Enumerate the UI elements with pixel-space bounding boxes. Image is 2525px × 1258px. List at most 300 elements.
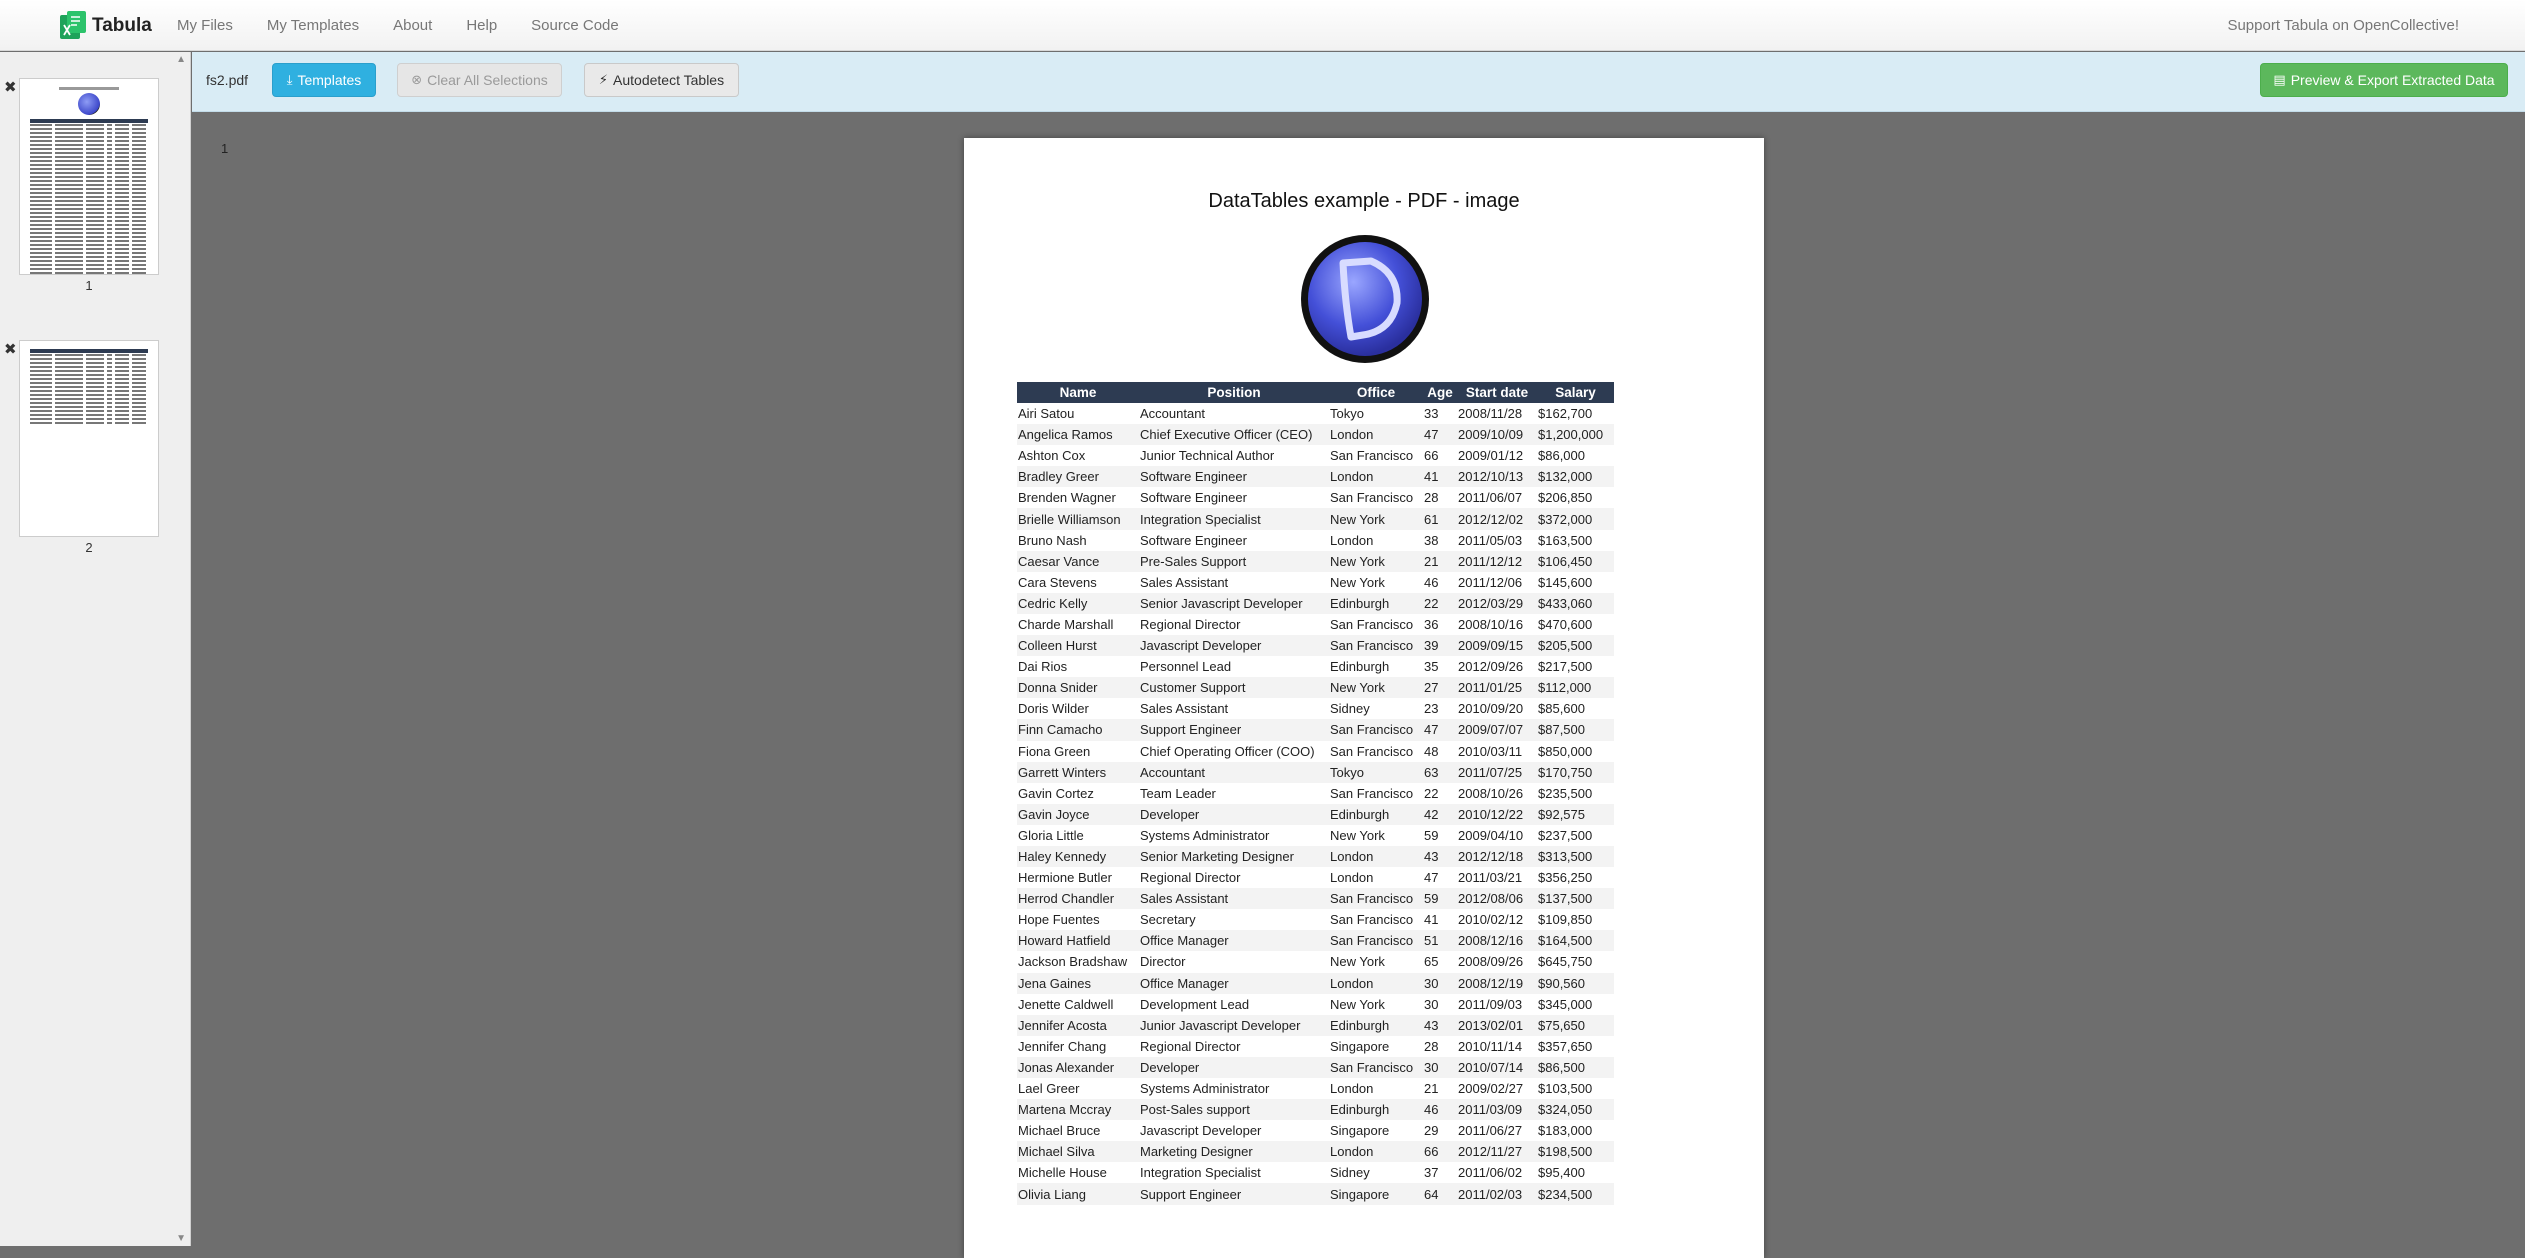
cell-start-date: 2012/03/29 (1457, 593, 1537, 614)
cell-name: Howard Hatfield (1017, 930, 1139, 951)
scroll-down-icon[interactable]: ▼ (176, 1233, 186, 1244)
toolbar (192, 52, 2525, 112)
cell-position: Support Engineer (1139, 1183, 1329, 1204)
cell-start-date: 2011/09/03 (1458, 996, 1523, 1012)
table-row (1017, 635, 1614, 656)
nav-links (177, 0, 653, 51)
templates-label: Templates (297, 72, 362, 88)
table-row (1017, 1162, 1614, 1183)
col-header-name: Name (1017, 382, 1139, 403)
thumbnail-line (30, 164, 148, 167)
thumbnail-image[interactable] (19, 340, 159, 537)
cell-salary: $183,000 (1538, 1123, 1593, 1139)
cell-start-date: 2008/10/16 (1458, 616, 1524, 632)
cell-start-date: 2010/07/14 (1457, 1057, 1537, 1078)
cell-age: 66 (1423, 1141, 1457, 1162)
table-row (1017, 1057, 1614, 1078)
cell-age: 47 (1423, 719, 1457, 740)
cell-office: San Francisco (1330, 785, 1414, 801)
cell-office: San Francisco (1329, 1057, 1423, 1078)
cell-salary: $372,000 (1537, 508, 1614, 529)
cell-start-date: 2010/11/14 (1458, 1038, 1523, 1054)
cell-position: Pre-Sales Support (1139, 551, 1329, 572)
cell-office: New York (1330, 996, 1385, 1012)
table-row (1017, 487, 1614, 508)
cell-start-date: 2012/10/13 (1457, 466, 1537, 487)
cell-salary: $850,000 (1538, 743, 1593, 759)
table-row (1017, 508, 1614, 529)
cell-office: Tokyo (1329, 762, 1423, 783)
table-row (1017, 1183, 1614, 1204)
cell-name: Olivia Liang (1017, 1183, 1139, 1204)
cell-salary: $112,000 (1537, 677, 1614, 698)
tabula-logo-icon (60, 11, 86, 41)
cell-start-date: 2011/02/03 (1457, 1183, 1537, 1204)
cell-salary: $162,700 (1538, 406, 1593, 422)
cell-age: 65 (1424, 954, 1439, 970)
cell-position: Software Engineer (1140, 490, 1247, 506)
cell-start-date: 2008/12/19 (1457, 973, 1537, 994)
thumbnail-line (30, 374, 148, 377)
cell-age: 33 (1424, 406, 1439, 422)
autodetect-tables-button[interactable] (584, 63, 739, 97)
thumbnail-line (30, 402, 148, 405)
thumbnail-line (30, 208, 148, 211)
cell-position: Systems Administrator (1140, 1081, 1270, 1097)
cell-position: Chief Operating Officer (COO) (1140, 743, 1315, 759)
cell-position: Sales Assistant (1140, 574, 1229, 590)
thumbnail-line (30, 232, 148, 235)
table-row (1017, 1036, 1614, 1057)
thumbnail-page-number: 2 (85, 540, 93, 555)
col-header-salary: Salary (1537, 382, 1614, 403)
table-row (1017, 614, 1614, 635)
cell-position: Software Engineer (1140, 532, 1247, 548)
table-row (1017, 424, 1614, 445)
cell-age: 38 (1424, 532, 1439, 548)
table-row (1017, 762, 1614, 783)
cell-age: 21 (1424, 1081, 1439, 1097)
cell-office: San Francisco (1330, 912, 1414, 928)
cell-start-date: 2012/08/06 (1457, 888, 1537, 909)
cell-salary: $433,060 (1537, 593, 1614, 614)
pdf-viewer[interactable] (192, 113, 2525, 1246)
thumbnail-line (30, 152, 148, 155)
cell-age: 59 (1423, 888, 1457, 909)
cell-name: Michael Bruce (1018, 1123, 1101, 1139)
cell-office: San Francisco (1330, 616, 1414, 632)
thumbnail-line (30, 272, 148, 275)
thumbnail-line (30, 128, 148, 131)
brand[interactable] (60, 10, 152, 42)
cell-office: San Francisco (1329, 719, 1423, 740)
cell-office: San Francisco (1329, 930, 1423, 951)
cell-start-date: 2008/11/28 (1458, 406, 1523, 422)
cell-office: Edinburgh (1329, 1099, 1423, 1120)
cell-office: London (1329, 424, 1423, 445)
cell-name: Bradley Greer (1017, 466, 1139, 487)
thumbnail-line (30, 176, 148, 179)
thumbnail-line (30, 358, 148, 361)
cell-salary: $470,600 (1538, 616, 1593, 632)
remove-page-icon[interactable]: ✖ (4, 341, 17, 358)
cell-salary: $313,500 (1537, 846, 1614, 867)
cell-salary: $86,500 (1537, 1057, 1614, 1078)
cell-position: Director (1140, 954, 1186, 970)
cell-age: 30 (1423, 1057, 1457, 1078)
cell-office: San Francisco (1329, 888, 1423, 909)
cell-position: Accountant (1140, 406, 1206, 422)
table-row (1017, 1078, 1614, 1099)
remove-page-icon[interactable]: ✖ (4, 79, 17, 96)
cell-age: 41 (1424, 912, 1439, 928)
cell-office: Edinburgh (1329, 593, 1423, 614)
nav-help[interactable]: Help (466, 17, 498, 34)
cell-name: Michelle House (1018, 1165, 1107, 1181)
cell-salary: $106,450 (1537, 551, 1614, 572)
cell-salary: $235,500 (1538, 785, 1593, 801)
thumbnail-line (30, 184, 148, 187)
thumbnail-line (30, 382, 148, 385)
cell-salary: $345,000 (1538, 996, 1593, 1012)
table-row (1017, 445, 1614, 466)
cell-name: Jennifer Chang (1018, 1038, 1107, 1054)
cell-position: Post-Sales support (1139, 1099, 1329, 1120)
table-row (1017, 909, 1614, 930)
cell-age: 22 (1424, 785, 1439, 801)
templates-button[interactable] (272, 63, 376, 97)
cell-name: Hope Fuentes (1018, 912, 1100, 928)
cell-salary: $145,600 (1538, 574, 1593, 590)
cell-start-date: 2011/01/25 (1457, 677, 1537, 698)
cell-office: Singapore (1330, 1038, 1390, 1054)
cell-office: New York (1330, 574, 1385, 590)
cell-start-date: 2010/03/11 (1458, 743, 1523, 759)
cell-salary: $217,500 (1538, 659, 1593, 675)
table-row (1017, 593, 1614, 614)
table-row (1017, 698, 1614, 719)
cell-salary: $75,650 (1537, 1015, 1614, 1036)
cell-age: 23 (1424, 701, 1439, 717)
cell-age: 43 (1423, 846, 1457, 867)
cell-position: Junior Javascript Developer (1139, 1015, 1329, 1036)
brand-name: Tabula (92, 15, 152, 36)
table-row (1017, 930, 1614, 951)
cell-salary: $645,750 (1538, 954, 1593, 970)
cell-age: 30 (1424, 996, 1439, 1012)
cell-position: Junior Technical Author (1140, 448, 1275, 464)
cell-office: London (1330, 870, 1374, 886)
scroll-up-icon[interactable]: ▲ (176, 54, 186, 65)
cell-position: Integration Specialist (1140, 1165, 1261, 1181)
cell-start-date: 2010/02/12 (1458, 912, 1524, 928)
nav-my-templates[interactable]: My Templates (266, 17, 360, 34)
thumbnail-line (30, 140, 148, 143)
cell-age: 66 (1424, 448, 1439, 464)
export-label: Preview & Export Extracted Data (2290, 72, 2495, 88)
thumbnail-line (30, 414, 148, 417)
cell-position: Senior Marketing Designer (1139, 846, 1329, 867)
clear-selections-button[interactable] (397, 63, 562, 97)
thumbnail-line (30, 398, 148, 401)
thumbnail-line (30, 224, 148, 227)
thumbnail-image[interactable] (19, 78, 159, 275)
thumbnail-page-number: 1 (85, 278, 93, 293)
cell-age: 63 (1423, 762, 1457, 783)
thumbnail-line (30, 252, 148, 255)
cell-name: Jena Gaines (1017, 973, 1139, 994)
cell-position: Senior Javascript Developer (1139, 593, 1329, 614)
cell-age: 36 (1424, 616, 1439, 632)
col-header-age: Age (1423, 382, 1457, 403)
cell-office: San Francisco (1330, 743, 1414, 759)
thumbnail-line (30, 244, 148, 247)
thumbnail-line (30, 124, 148, 127)
cell-office: London (1329, 846, 1423, 867)
col-header-office: Office (1329, 382, 1423, 403)
cell-position: Integration Specialist (1139, 508, 1329, 529)
thumbnail-line (30, 410, 148, 413)
thumbnail-line (30, 228, 148, 231)
thumbnail-line (30, 212, 148, 215)
cell-position: Javascript Developer (1139, 635, 1329, 656)
thumbnail-line (30, 406, 148, 409)
thumbnail-line (30, 386, 148, 389)
cell-name: Doris Wilder (1018, 701, 1089, 717)
cell-start-date: 2008/09/26 (1458, 954, 1524, 970)
thumbnail-line (30, 132, 148, 135)
table-row (1017, 1141, 1614, 1162)
autodetect-label: Autodetect Tables (613, 72, 725, 88)
nav-source-code[interactable]: Source Code (531, 17, 619, 34)
cell-age: 41 (1423, 466, 1457, 487)
cell-salary: $205,500 (1537, 635, 1614, 656)
cell-position: Sales Assistant (1140, 701, 1229, 717)
table-row (1017, 572, 1614, 593)
clear-icon: ⊗ (411, 72, 423, 87)
cell-salary: $234,500 (1537, 1183, 1614, 1204)
cell-age: 37 (1424, 1165, 1439, 1181)
cell-office: Edinburgh (1329, 1015, 1423, 1036)
cell-salary: $103,500 (1538, 1081, 1593, 1097)
cell-start-date: 2011/07/25 (1457, 762, 1537, 783)
cell-salary: $95,400 (1538, 1165, 1585, 1181)
cell-name: Airi Satou (1018, 406, 1075, 422)
cell-office: London (1329, 1141, 1423, 1162)
cell-name: Lael Greer (1018, 1081, 1080, 1097)
thumbnail-line (30, 136, 148, 139)
cell-age: 27 (1423, 677, 1457, 698)
cell-office: Tokyo (1330, 406, 1364, 422)
cell-start-date: 2011/05/03 (1458, 532, 1523, 548)
cell-position: Regional Director (1140, 616, 1241, 632)
cell-age: 46 (1423, 1099, 1457, 1120)
cell-start-date: 2011/03/09 (1457, 1099, 1537, 1120)
table-row (1017, 846, 1614, 867)
cell-position: Sales Assistant (1139, 888, 1329, 909)
cell-office: Edinburgh (1329, 804, 1423, 825)
thumbnail-line (30, 248, 148, 251)
table-row (1017, 1015, 1614, 1036)
cell-age: 39 (1423, 635, 1457, 656)
cell-office: San Francisco (1330, 490, 1414, 506)
datatables-logo-icon (1299, 233, 1431, 365)
cell-start-date: 2009/07/07 (1457, 719, 1537, 740)
cell-name: Jenette Caldwell (1018, 996, 1114, 1012)
cell-office: Sidney (1330, 701, 1370, 717)
cell-position: Personnel Lead (1140, 659, 1232, 675)
thumbnail-line (30, 156, 148, 159)
thumbnail-line (30, 160, 148, 163)
cell-office: Sidney (1330, 1165, 1370, 1181)
cell-office: New York (1329, 508, 1423, 529)
cell-start-date: 2012/11/27 (1457, 1141, 1537, 1162)
cell-office: Singapore (1330, 1123, 1390, 1139)
cell-position: Support Engineer (1139, 719, 1329, 740)
nav-about[interactable]: About (393, 17, 433, 34)
cell-position: Team Leader (1140, 785, 1216, 801)
thumbnail-line (30, 168, 148, 171)
cell-start-date: 2008/10/26 (1458, 785, 1524, 801)
cell-age: 28 (1424, 1038, 1439, 1054)
cell-position: Office Manager (1139, 973, 1329, 994)
table-row (1017, 677, 1614, 698)
cell-start-date: 2009/09/15 (1457, 635, 1537, 656)
cell-name: Michael Silva (1017, 1141, 1139, 1162)
cell-name: Hermione Butler (1018, 870, 1112, 886)
cell-position: Chief Executive Officer (CEO) (1139, 424, 1329, 445)
thumbnail-line (30, 240, 148, 243)
cell-salary: $109,850 (1538, 912, 1593, 928)
cell-salary: $198,500 (1537, 1141, 1614, 1162)
cell-name: Martena Mccray (1017, 1099, 1139, 1120)
cell-position: Accountant (1139, 762, 1329, 783)
pdf-page[interactable] (964, 138, 1764, 1258)
cell-salary: $163,500 (1538, 532, 1593, 548)
table-row (1017, 1120, 1614, 1141)
col-header-start-date: Start date (1457, 382, 1537, 403)
cell-name: Haley Kennedy (1017, 846, 1139, 867)
cell-salary: $164,500 (1537, 930, 1614, 951)
thumbnail-line (30, 362, 148, 365)
thumbnail-line (30, 418, 148, 421)
cell-salary: $85,600 (1538, 701, 1585, 717)
page-thumbnails-sidebar[interactable] (0, 52, 191, 1246)
cell-age: 47 (1423, 424, 1457, 445)
thumbnail-line (30, 204, 148, 207)
cell-age: 30 (1423, 973, 1457, 994)
thumbnail-line (30, 200, 148, 203)
cell-office: New York (1330, 827, 1385, 843)
table-row (1017, 1099, 1614, 1120)
thumbnail-line (30, 354, 148, 357)
page-number-label: 1 (221, 141, 229, 156)
cell-start-date: 2011/12/06 (1458, 574, 1523, 590)
table-row (1017, 973, 1614, 994)
cell-name: Fiona Green (1018, 743, 1091, 759)
cell-name: Gloria Little (1018, 827, 1084, 843)
cell-start-date: 2012/12/18 (1457, 846, 1537, 867)
cell-salary: $92,575 (1537, 804, 1614, 825)
thumbnail-line (30, 264, 148, 267)
cell-name: Jonas Alexander (1017, 1057, 1139, 1078)
cell-age: 35 (1424, 659, 1439, 675)
cell-office: New York (1329, 677, 1423, 698)
cell-office: Edinburgh (1330, 659, 1390, 675)
table-row (1017, 804, 1614, 825)
cell-position: Javascript Developer (1140, 1123, 1262, 1139)
cell-salary: $1,200,000 (1537, 424, 1614, 445)
cell-office: London (1329, 466, 1423, 487)
cell-name: Gavin Cortez (1018, 785, 1094, 801)
filename: fs2.pdf (206, 72, 249, 88)
table-header-row (1017, 382, 1614, 403)
thumbnail-line (30, 268, 148, 271)
col-header-position: Position (1139, 382, 1329, 403)
cell-salary: $137,500 (1537, 888, 1614, 909)
cell-name: Brenden Wagner (1018, 490, 1116, 506)
clear-label: Clear All Selections (427, 72, 548, 88)
document-title: DataTables example - PDF - image (1208, 190, 1520, 212)
cell-age: 43 (1423, 1015, 1457, 1036)
cell-start-date: 2008/12/16 (1457, 930, 1537, 951)
nav-my-files[interactable]: My Files (177, 17, 233, 34)
cell-name: Gavin Joyce (1017, 804, 1139, 825)
top-navbar (0, 0, 2525, 51)
cell-name: Cara Stevens (1018, 574, 1097, 590)
thumbnail-line (30, 148, 148, 151)
cell-position: Systems Administrator (1140, 827, 1270, 843)
table-row (1017, 466, 1614, 487)
cell-salary: $87,500 (1537, 719, 1614, 740)
cell-salary: $86,000 (1538, 448, 1585, 464)
cell-salary: $90,560 (1537, 973, 1614, 994)
support-link[interactable]: Support Tabula on OpenCollective! (2227, 17, 2459, 34)
cell-name: Cedric Kelly (1017, 593, 1139, 614)
cell-salary: $237,500 (1538, 827, 1593, 843)
preview-export-button[interactable] (2260, 63, 2508, 97)
thumbnail-line (30, 256, 148, 259)
table-row (1017, 741, 1614, 762)
table-row (1017, 825, 1614, 846)
cell-position: Marketing Designer (1139, 1141, 1329, 1162)
cell-office: London (1330, 1081, 1374, 1097)
cell-age: 42 (1423, 804, 1457, 825)
cell-start-date: 2010/09/20 (1458, 701, 1524, 717)
cell-name: Garrett Winters (1017, 762, 1139, 783)
download-icon: ⤓ (286, 72, 293, 87)
thumbnail-line (30, 216, 148, 219)
cell-name: Bruno Nash (1018, 532, 1087, 548)
thumbnail-line (30, 172, 148, 175)
cell-age: 29 (1424, 1123, 1439, 1139)
table-row (1017, 951, 1614, 972)
cell-name: Finn Camacho (1017, 719, 1139, 740)
cell-age: 47 (1424, 870, 1439, 886)
cell-start-date: 2011/06/02 (1458, 1165, 1523, 1181)
cell-office: New York (1330, 954, 1385, 970)
cell-age: 22 (1423, 593, 1457, 614)
cell-salary: $170,750 (1537, 762, 1614, 783)
cell-name: Ashton Cox (1018, 448, 1086, 464)
cell-start-date: 2011/03/21 (1458, 870, 1523, 886)
cell-start-date: 2011/06/07 (1458, 490, 1523, 506)
cell-position: Developer (1139, 804, 1329, 825)
thumbnail-line (30, 180, 148, 183)
cell-position: Secretary (1140, 912, 1196, 928)
cell-age: 28 (1424, 490, 1439, 506)
cell-age: 64 (1423, 1183, 1457, 1204)
